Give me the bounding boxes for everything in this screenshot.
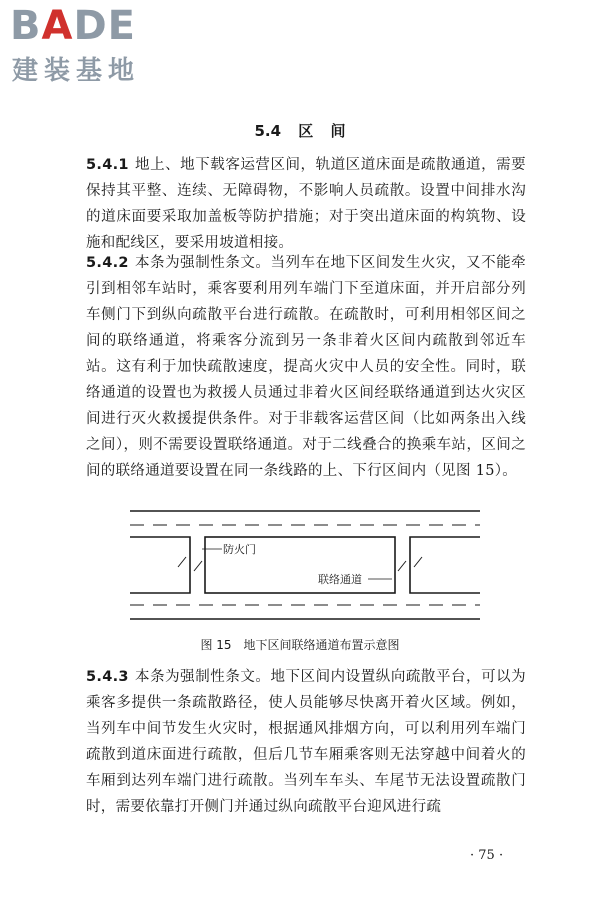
fire-door-mark (398, 561, 406, 571)
fire-door-mark (178, 557, 186, 567)
clause-number: 5.4.2 (86, 255, 129, 271)
clause-number: 5.4.3 (86, 669, 129, 685)
logo-wordmark: BADE (10, 3, 136, 49)
paragraph-5-4-3 (86, 664, 526, 820)
tunnel-divider-right (410, 537, 480, 593)
paragraph-5-4-1 (86, 152, 526, 256)
label-connecting-passage: 联络通道 (318, 573, 362, 586)
figure-connecting-passage-diagram (130, 505, 480, 625)
clause-text: 本条为强制性条文。地下区间内设置纵向疏散平台，可以为乘客多提供一条疏散路径，使人员能够尽快离开着火区域。例如，当列车中间节发生火灾时，根据通风排烟方向，可以利用列车端门疏散到道床面进行疏散，但后几节车厢乘客则无法穿越中间着火的车厢到达列车端门进行疏散。当列车车头、车尾节无法设置疏散门时，需要依靠打开侧门并通过纵向疏散平台迎风进行疏 (86, 669, 526, 815)
logo-subtitle: 建装基地 (12, 56, 141, 86)
figure-caption: 图 15 地下区间联络通道布置示意图 (200, 638, 400, 652)
paragraph-5-4-2 (86, 250, 526, 484)
brand-logo (10, 4, 180, 94)
fire-door-mark (414, 557, 422, 567)
clause-text: 地上、地下载客运营区间，轨道区道床面是疏散通道，需要保持其平整、连续、无障碍物，不影响人员疏散。设置中间排水沟的道床面要采取加盖板等防护措施；对于突出道床面的构筑物、设施和配线区，要采用坡道相接。 (86, 157, 526, 251)
page-number: · 75 · (470, 848, 504, 863)
fire-door-mark (194, 561, 202, 571)
section-title: 5.4 区 间 (254, 122, 346, 140)
tunnel-divider-left (130, 537, 190, 593)
label-fire-door: 防火门 (223, 543, 256, 556)
clause-text: 本条为强制性条文。当列车在地下区间发生火灾，又不能牵引到相邻车站时，乘客要利用列车端门下至道床面，并开启部分列车侧门下到纵向疏散平台进行疏散。在疏散时，可利用相邻区间之间的联络通道，将乘客分流到另一条非着火区间内疏散到邻近车站。这有利于加快疏散速度，提高火灾中人员的安全性。同时，联络通道的设置也为救援人员通过非着火区间经联络通道到达火灾区间进行灭火救援提供条件。对于非载客运营区间（比如两条出入线之间），则不需要设置联络通道。对于二线叠合的换乘车站，区间之间的联络通道要设置在同一条线路的上、下行区间内（见图 15）。 (86, 255, 526, 479)
clause-number: 5.4.1 (86, 157, 129, 173)
